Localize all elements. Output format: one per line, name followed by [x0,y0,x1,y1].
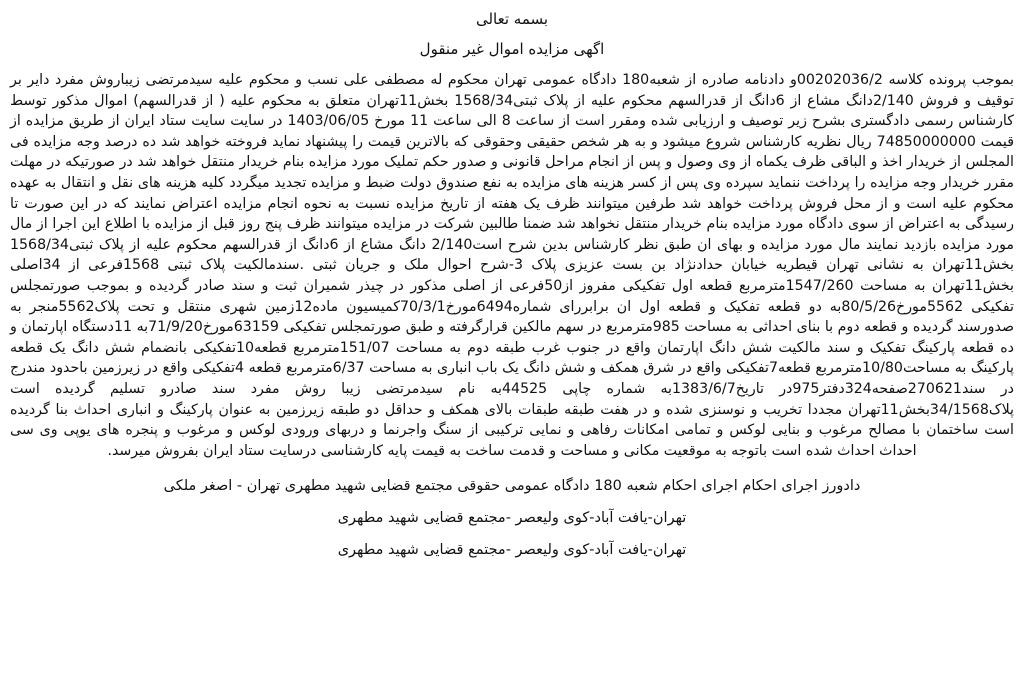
notice-title: اگهی مزایده اموال غیر منقول [419,40,605,58]
court-address-1: تهران-یافت آباد-کوی ولیعصر -مجتمع قضایی شهید مطهری [337,510,687,527]
judge-signature-line: دادورز اجرای احکام اجرای احکام شعبه 180 دادگاه عمومی حقوقی مجتمع قضایی شهید مطهری تهران - اصغر ملکی [163,478,861,495]
court-address-2: تهران-یافت آباد-کوی ولیعصر -مجتمع قضایی شهید مطهری [337,542,687,559]
notice-body: بموجب پرونده کلاسه 00202036/2و دادنامه صادره از شعبه180 دادگاه عمومی تهران محکوم له مصطفی علی نسب و محکوم علیه سیدمرتضی زیباروش مفرد دایر بر توقیف و فروش 2/140دانگ مشاع از 6دانگ از قدرالسهم محکوم علیه از پلاک ثبتی1568/34 بخش11تهران متعلق به محکوم علیه ( از قدرالسهم) اموال مذکور توسط کارشناس رسمی دادگستری بشرح زیر توصیف و ارزیابی شده ومقرر است از ساعت 8 الی ساعت 11 مورخ 1403/06/05 در سایت سایت ستاد ایران از طریق مزایده از قیمت 74850000000 ریال نظریه کارشناس شروع میشود و به هر شخص حقیقی وحقوقی که بالاترین قیمت را پیشنهاد نماید فروخته خواهد شد ده درصد وجه مزایده فی المجلس از خریدار اخذ و الباقی ظرف یکماه از وی وصول و پس از انجام مراحل قانونی و صدور حکم تملیک مورد مزایده بنام خریدار منتقل خواهد شد در صورتیکه در مهلت مقرر خریدار وجه مزایده را پرداخت ننماید سپرده وی پس از کسر هزینه های مزایده به نفع صندوق دولت ضبط و مزایده تجدید میگردد کلیه هزینه های نقل و انتقال به عهده محکوم علیه است و از محل فروش پرداخت خواهد شد طرفین میتوانند ظرف یک هفته از تاریخ مزایده نسبت به نحوه انجام مزایده اعتراض نمایند که در این صورت تا رسیدگی به اعتراض از سوی دادگاه مورد مزایده بنام خریدار منتقل نخواهد شد ضمنا طالبین شرکت در مزایده میتوانند ظرف پنج روز قبل از مزایده با اطلاع این اجرا از مال مورد مزایده بازدید نمایند مال مورد مزایده و بهای ان طبق نظر کارشناس بدین شرح است2/140 دانگ مشاع از 6دانگ از قدرالسهم محکوم علیه از پلاک ثبتی1568/34 بخش11تهران به نشانی تهران قیطریه خیابان حدادنژاد بن بست عزیزی پلاک 3-شرح احوال ملک و جریان ثبتی .سندمالکیت پلاک ثبتی 1568فرعی از 34اصلی بخش11تهران به مساحت 1547/260مترمربع قطعه اول تفکیکی مفروز از50فرعی از اصلی مذکور در چیذر شمیران ثبت و سند صادر گردیده و بموجب صورتمجلس تفکیکی 5562مورخ80/5/26به دو قطعه تفکیک و قطعه اول ان برابررای شماره6494مورخ70/3/1کمیسیون ماده12زمین شهری منتقل و تحت پلاک5562منجر به صدورسند گردیده و قطعه دوم با بنای احداثی به مساحت 985مترمربع در سهم مالکین قرارگرفته و طبق صورتمجلس تفکیکی 63159مورخ71/9/20به 11دستگاه اپارتمان و ده قطعه پارکینگ تفکیک و سند مالکیت شش دانگ اپارتمان واقع در جنوب غرب طبقه دوم به مساحت 151/07مترمربع قطعه10تفکیکی بانضمام شش دانگ یک قطعه پارکینگ به مساحت10/80مترمربع قطعه7تفکیکی واقع در شرق همکف و شش دانگ یک باب انباری به مساحت 6/37مترمربع قطعه 4تفکیکی واقع در زیرزمین باحدود مندرج در سند270621صفحه324دفتر975در تاریخ1383/6/7به شماره چاپی 44525به نام سیدمرتضی زیبا روش مفرد سند صادرو تسلیم گردیده است پلاک34/1568بخش11تهران مجددا تخریب و نوسنزی شده و در هفت طبقه طبقات بالای همکف و حداقل دو طبقه زیرزمین به عنوان پارکینگ و انباری احداث بنا گردیده است ساختمان با مصالح مرغوب و بنایی لوکس و تمامی امکانات رفاهی و نمایی ترکیبی از سنگ واجرنما و دربهای ورودی لوکس و مرغوب و پنجره های یوپی وی سی احداث احداث شده است باتوجه به موقعیت مکانی و مساحت و قدمت ساخت به قیمت پایه کارشناسی درسایت ستاد ایران بفروش میرسد. [10,72,1015,459]
basmala-heading: بسمه تعالی [475,10,549,28]
